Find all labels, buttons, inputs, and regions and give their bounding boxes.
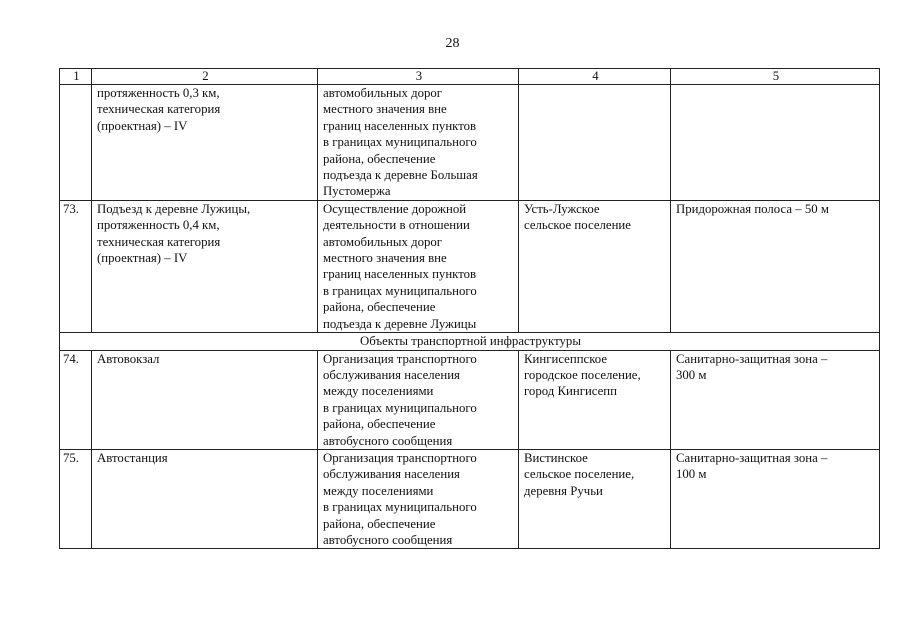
cell-line: городское поселение, [524, 367, 641, 382]
zone-cell [671, 200, 880, 332]
document-table [59, 68, 880, 549]
cell-line: автобусного сообщения [323, 532, 453, 547]
cell-line: Кингисеппское [524, 351, 608, 366]
section-title: Объекты транспортной инфраструктуры [60, 333, 880, 350]
cell-line: Санитарно-защитная зона – [676, 351, 828, 366]
cell-line: в границах муниципального [323, 135, 477, 150]
cell-line: автомобильных дорог [323, 86, 443, 100]
cell-line: обслуживания населения [323, 467, 460, 482]
cell-line: Подъезд к деревне Лужицы, [97, 201, 251, 216]
cell-line: Усть-Лужское [524, 201, 600, 216]
cell-line: между поселениями [323, 483, 434, 498]
cell-line: подъезда к деревне Лужицы [323, 316, 477, 331]
cell-line: района, обеспечение [323, 417, 436, 432]
cell-line: Организация транспортного [323, 351, 477, 366]
cell-line: Санитарно-защитная зона – [676, 450, 828, 465]
cell-line: (проектная) – IV [97, 118, 188, 133]
cell-line: техническая категория [97, 102, 221, 117]
cell-line: протяженность 0,3 км, [97, 86, 220, 100]
cell-line: в границах муниципального [323, 283, 477, 298]
cell-line: между поселениями [323, 384, 434, 399]
row-number: 75. [60, 449, 92, 548]
cell-line: Осуществление дорожной [323, 201, 467, 216]
cell-line: Пустомержа [323, 184, 391, 199]
purpose-cell [318, 200, 519, 332]
table-body [60, 69, 880, 549]
section-header-row [60, 333, 880, 350]
header-cell-3: 3 [318, 69, 519, 85]
cell-line: района, обеспечение [323, 300, 436, 315]
row-number [60, 85, 92, 201]
cell-line: техническая категория [97, 234, 221, 249]
cell-line: местного значения вне [323, 251, 447, 266]
table-row [60, 85, 880, 201]
purpose-cell [318, 350, 519, 449]
cell-line: Автостанция [97, 450, 168, 465]
cell-line: протяженность 0,4 км, [97, 218, 220, 233]
cell-line: в границах муниципального [323, 400, 477, 415]
location-cell [519, 350, 671, 449]
table-header-row [60, 69, 880, 85]
cell-line: автобусного сообщения [323, 433, 453, 448]
cell-line: местного значения вне [323, 102, 447, 117]
cell-line: Вистинское [524, 450, 588, 465]
header-cell-5: 5 [671, 69, 880, 85]
cell-line: района, обеспечение [323, 516, 436, 531]
cell-line: подъезда к деревне Большая [323, 168, 478, 183]
cell-line: автомобильных дорог [323, 234, 443, 249]
row-number: 73. [60, 200, 92, 332]
cell-line: Автовокзал [97, 351, 160, 366]
zone-cell [671, 350, 880, 449]
header-cell-2: 2 [92, 69, 318, 85]
table-row [60, 200, 880, 332]
cell-line: обслуживания населения [323, 367, 460, 382]
cell-line: Организация транспортного [323, 450, 477, 465]
row-number: 74. [60, 350, 92, 449]
object-name-cell [92, 85, 318, 201]
object-name-cell [92, 449, 318, 548]
cell-line: город Кингисепп [524, 384, 618, 399]
object-name-cell [92, 350, 318, 449]
cell-line: сельское поселение, [524, 467, 635, 482]
cell-line: 100 м [676, 467, 707, 482]
cell-line: (проектная) – IV [97, 251, 188, 266]
purpose-cell [318, 449, 519, 548]
cell-line: деревня Ручьи [524, 483, 603, 498]
cell-line: деятельности в отношении [323, 218, 470, 233]
cell-line: в границах муниципального [323, 500, 477, 515]
cell-line: Придорожная полоса – 50 м [676, 201, 829, 216]
header-cell-4: 4 [519, 69, 671, 85]
table-row [60, 449, 880, 548]
object-name-cell [92, 200, 318, 332]
cell-line: района, обеспечение [323, 151, 436, 166]
page-number: 28 [445, 36, 460, 51]
location-cell [519, 200, 671, 332]
table-row [60, 350, 880, 449]
zone-cell [671, 449, 880, 548]
zone-cell [671, 85, 880, 201]
location-cell [519, 85, 671, 201]
cell-line: границ населенных пунктов [323, 267, 477, 282]
purpose-cell [318, 85, 519, 201]
cell-line: границ населенных пунктов [323, 118, 477, 133]
location-cell [519, 449, 671, 548]
cell-line: сельское поселение [524, 218, 631, 233]
header-cell-1: 1 [60, 69, 92, 85]
cell-line: 300 м [676, 367, 707, 382]
